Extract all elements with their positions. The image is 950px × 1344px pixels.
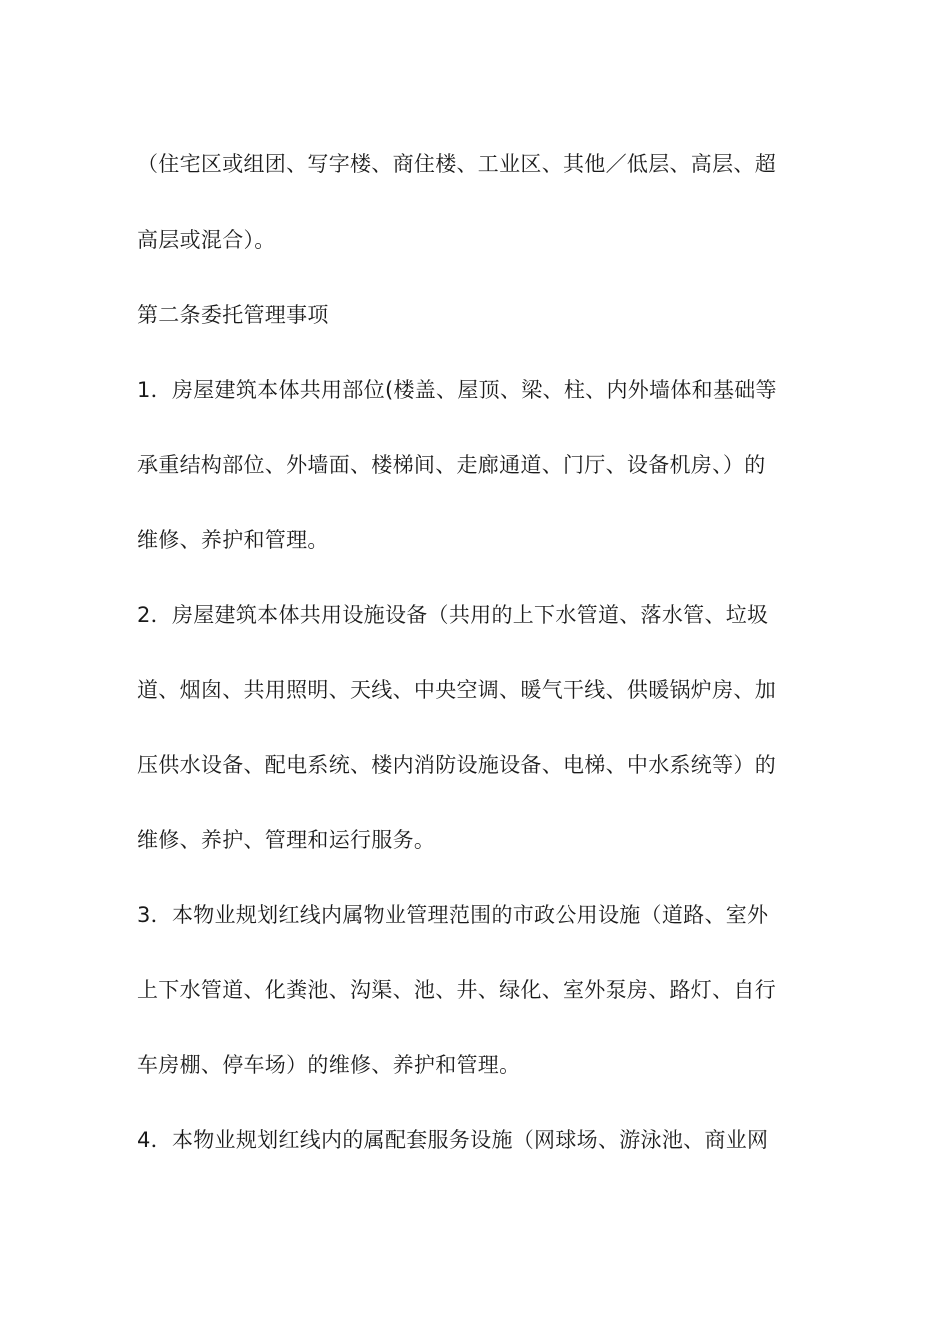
text-line: 1．房屋建筑本体共用部位(楼盖、屋顶、梁、柱、内外墙体和基础等 — [137, 378, 777, 402]
text-line: 维修、养护、管理和运行服务。 — [137, 828, 436, 852]
text-line: 4．本物业规划红线内的属配套服务设施（网球场、游泳池、商业网 — [137, 1128, 769, 1152]
text-line: （住宅区或组团、写字楼、商住楼、工业区、其他／低层、高层、超 — [137, 152, 776, 176]
text-line: 车房棚、停车场）的维修、养护和管理。 — [137, 1053, 521, 1077]
text-line: 2．房屋建筑本体共用设施设备（共用的上下水管道、落水管、垃圾 — [137, 603, 769, 627]
text-line: 压供水设备、配电系统、楼内消防设施设备、电梯、中水系统等）的 — [137, 753, 776, 777]
text-line: 3．本物业规划红线内属物业管理范围的市政公用设施（道路、室外 — [137, 903, 769, 927]
section-heading: 第二条委托管理事项 — [137, 303, 329, 327]
text-line: 上下水管道、化粪池、沟渠、池、井、绿化、室外泵房、路灯、自行 — [137, 978, 776, 1002]
text-line: 承重结构部位、外墙面、楼梯间、走廊通道、门厅、设备机房、）的 — [137, 453, 766, 477]
text-line: 高层或混合）。 — [137, 228, 276, 252]
text-line: 维修、养护和管理。 — [137, 528, 329, 552]
text-line: 道、烟囱、共用照明、天线、中央空调、暖气干线、供暖锅炉房、加 — [137, 678, 776, 702]
